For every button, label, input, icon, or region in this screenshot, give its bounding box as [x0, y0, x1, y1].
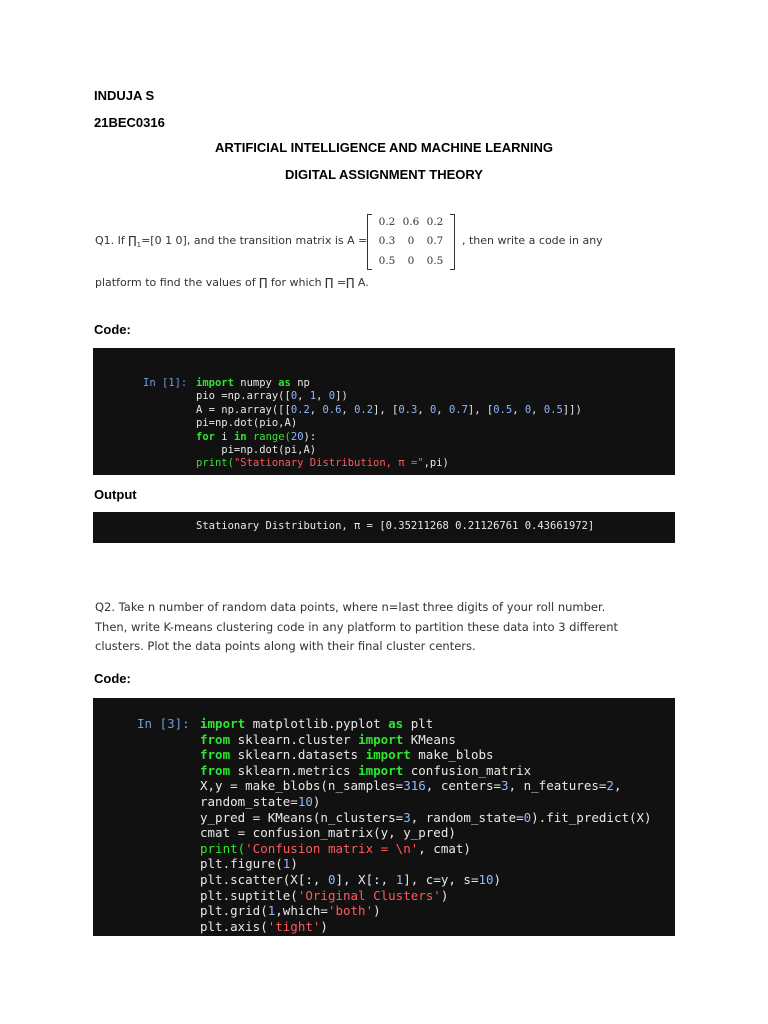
q1-text-line1-end: , then write a code in any [462, 234, 603, 247]
code-line: plt.figure(1) [200, 856, 298, 872]
code-line: from sklearn.cluster import KMeans [200, 731, 456, 747]
code-line: print("Stationary Distribution, π =",pi) [196, 457, 449, 470]
code-text-1 [196, 377, 582, 471]
q2-line: Then, write K-means clustering code in any platform to partition these data into 3 different [95, 619, 619, 634]
code-line: plt.grid(1,which='both') [200, 903, 381, 919]
matrix-cell: 0.2 [378, 216, 396, 228]
q2-line: clusters. Plot the data points along with their final cluster centers. [95, 639, 476, 653]
cell-prompt: In [1]: [143, 377, 188, 389]
code-line: plt.scatter(X[:, 0], X[:, 1], c=y, s=10) [200, 871, 502, 887]
q1-text-line2: platform to find the values of ∏ for which ∏ =∏ A. [95, 276, 369, 289]
code-line: import numpy as np [196, 377, 310, 389]
author-name: INDUJA S [94, 88, 155, 103]
code-line: y_pred = KMeans(n_clusters=3, random_state=0).fit_predict(X) [200, 809, 652, 825]
code-line: A = np.array([[0.2, 0.6, 0.2], [0.3, 0, 0.7], [0.5, 0, 0.5]]) [196, 403, 582, 416]
code-line: from sklearn.datasets import make_blobs [200, 747, 494, 763]
code-cell-2 [93, 698, 675, 936]
matrix-cell: 0 [407, 235, 415, 248]
matrix-cell: 0.7 [426, 235, 444, 248]
q2-text [95, 598, 618, 657]
assignment-title: DIGITAL ASSIGNMENT THEORY [285, 167, 483, 182]
matrix-cell: 0.5 [426, 254, 444, 267]
output-label: Output [94, 487, 137, 502]
q1-text-line1: Q1. If $\prod_1=[0$ 1 0], and the transition matrix is A = [95, 234, 368, 250]
code-text-2 [200, 716, 652, 934]
code-line: cmat = confusion_matrix(y, y_pred) [200, 825, 456, 841]
code-label-1: Code: [94, 322, 131, 337]
code-cell-1 [93, 348, 675, 475]
code-line: plt.axis('tight') [200, 918, 328, 934]
course-title: ARTIFICIAL INTELLIGENCE AND MACHINE LEARNING [215, 140, 553, 155]
code-line: from sklearn.metrics import confusion_matrix [200, 762, 532, 778]
code-line: pi=np.dot(pio,A) [196, 417, 298, 430]
matrix-cell: 0 [407, 254, 415, 267]
code-line: pi=np.dot(pi,A) [196, 444, 317, 457]
code-line: random_state=10) [200, 793, 321, 809]
matrix-cell: 0.2 [426, 216, 444, 228]
matrix-cell: 0.5 [378, 254, 396, 267]
code-line: print('Confusion matrix = \n', cmat) [200, 840, 471, 856]
code-line: import matplotlib.pyplot as plt [200, 716, 434, 731]
cell-prompt: In [3]: [137, 716, 190, 731]
code-line: plt.suptitle('Original Clusters') [200, 887, 449, 903]
output-cell [93, 512, 675, 543]
matrix-cell: 0.6 [402, 216, 420, 228]
code-line: X,y = make_blobs(n_samples=316, centers=3, n_features=2, [200, 778, 622, 794]
transition-matrix [367, 214, 455, 270]
output-text: Stationary Distribution, π = [0.35211268 0.21126761 0.43661972] [196, 520, 595, 532]
matrix-cell: 0.3 [378, 235, 396, 248]
q2-line: Q2. Take n number of random data points, where n=last three digits of your roll number. [95, 600, 606, 614]
code-line: for i in range(20): [196, 430, 317, 443]
roll-number: 21BEC0316 [94, 115, 165, 130]
code-line: pio =np.array([0, 1, 0]) [196, 390, 348, 403]
code-label-2: Code: [94, 671, 131, 686]
